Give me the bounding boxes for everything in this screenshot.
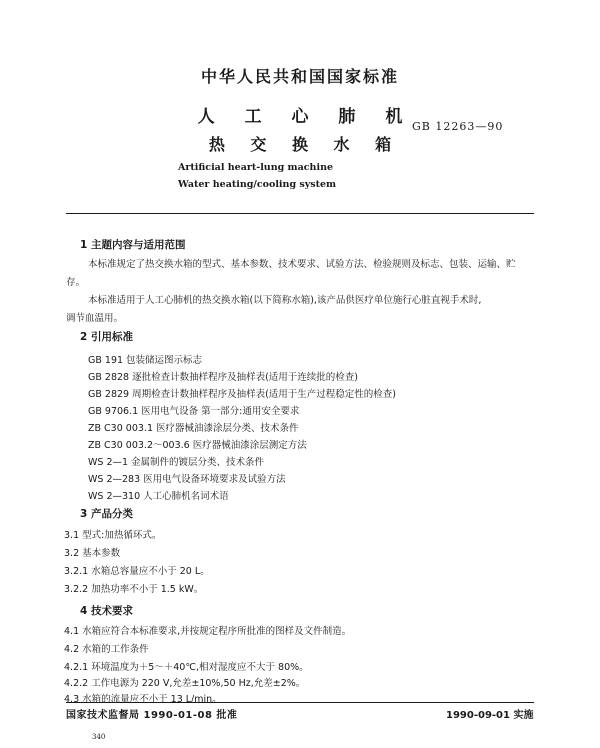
- section-1-para1-line1: 本标准规定了热交换水箱的型式、基本参数、技术要求、试验方法、检验规则及标志、包装、运输、贮: [88, 259, 516, 270]
- section-3-heading: 3 产品分类: [80, 508, 133, 520]
- reference-item: WS 2—310 人工心肺机名词术语: [88, 491, 229, 502]
- clause-item: 4.1 水箱应符合本标准要求,并按规定程序所批准的图样及文件制造。: [64, 626, 352, 637]
- english-title-line2: Water heating/cooling system: [178, 179, 337, 190]
- document-title-line1: 人 工 心 肺 机: [197, 107, 415, 127]
- footer-divider: [66, 702, 534, 703]
- clause-item: 3.2.2 加热功率不小于 1.5 kW。: [64, 584, 204, 595]
- standard-code: GB 12263—90: [412, 120, 504, 133]
- clause-item: 4.2.1 环境温度为＋5～＋40℃,相对湿度应不大于 80%。: [64, 662, 309, 673]
- reference-item: GB 2829 周期检查计数抽样程序及抽样表(适用于生产过程稳定性的检查): [88, 389, 397, 400]
- implementation-date: 1990-09-01 实施: [446, 710, 534, 721]
- section-1-heading: 1 主题内容与适用范围: [80, 239, 186, 251]
- section-4-heading: 4 技术要求: [80, 605, 133, 617]
- clause-item: 4.2 水箱的工作条件: [64, 644, 149, 655]
- reference-item: GB 9706.1 医用电气设备 第一部分:通用安全要求: [88, 406, 300, 417]
- section-1-para1-line2: 存。: [66, 277, 86, 288]
- standard-title: 中华人民共和国国家标准: [200, 67, 399, 86]
- reference-item: GB 2828 逐批检查计数抽样程序及抽样表(适用于连续批的检查): [88, 372, 359, 383]
- reference-item: WS 2—283 医用电气设备环境要求及试验方法: [88, 474, 286, 485]
- document-title-line2: 热 交 换 水 箱: [208, 135, 402, 154]
- approval-line: 国家技术监督局 1990-01-08 批准: [66, 710, 238, 721]
- section-1-para2-line1: 本标准适用于人工心肺机的热交换水箱(以下简称水箱),该产品供医疗单位施行心脏直视手术时,: [88, 295, 482, 306]
- page-number: 340: [92, 733, 106, 741]
- english-title-line1: Artificial heart-lung machine: [178, 162, 334, 173]
- clause-item: 3.2 基本参数: [64, 548, 121, 559]
- reference-item: ZB C30 003.1 医疗器械油漆涂层分类、技术条件: [88, 423, 299, 434]
- section-1-para2-line2: 调节血温用。: [66, 313, 124, 324]
- section-2-heading: 2 引用标准: [80, 331, 133, 343]
- clause-item: 3.1 型式:加热循环式。: [64, 530, 162, 541]
- reference-item: WS 2—1 金属制件的镀层分类、技术条件: [88, 457, 265, 468]
- clause-item: 4.3 水箱的流量应不小于 13 L/min。: [64, 694, 222, 705]
- clause-item: 3.2.1 水箱总容量应不小于 20 L。: [64, 566, 210, 577]
- header-divider: [66, 213, 534, 214]
- clause-item: 4.2.2 工作电源为 220 V,允差±10%,50 Hz,允差±2%。: [64, 678, 306, 689]
- reference-item: ZB C30 003.2～003.6 医疗器械油漆涂层测定方法: [88, 440, 307, 451]
- reference-item: GB 191 包装储运图示标志: [88, 355, 203, 366]
